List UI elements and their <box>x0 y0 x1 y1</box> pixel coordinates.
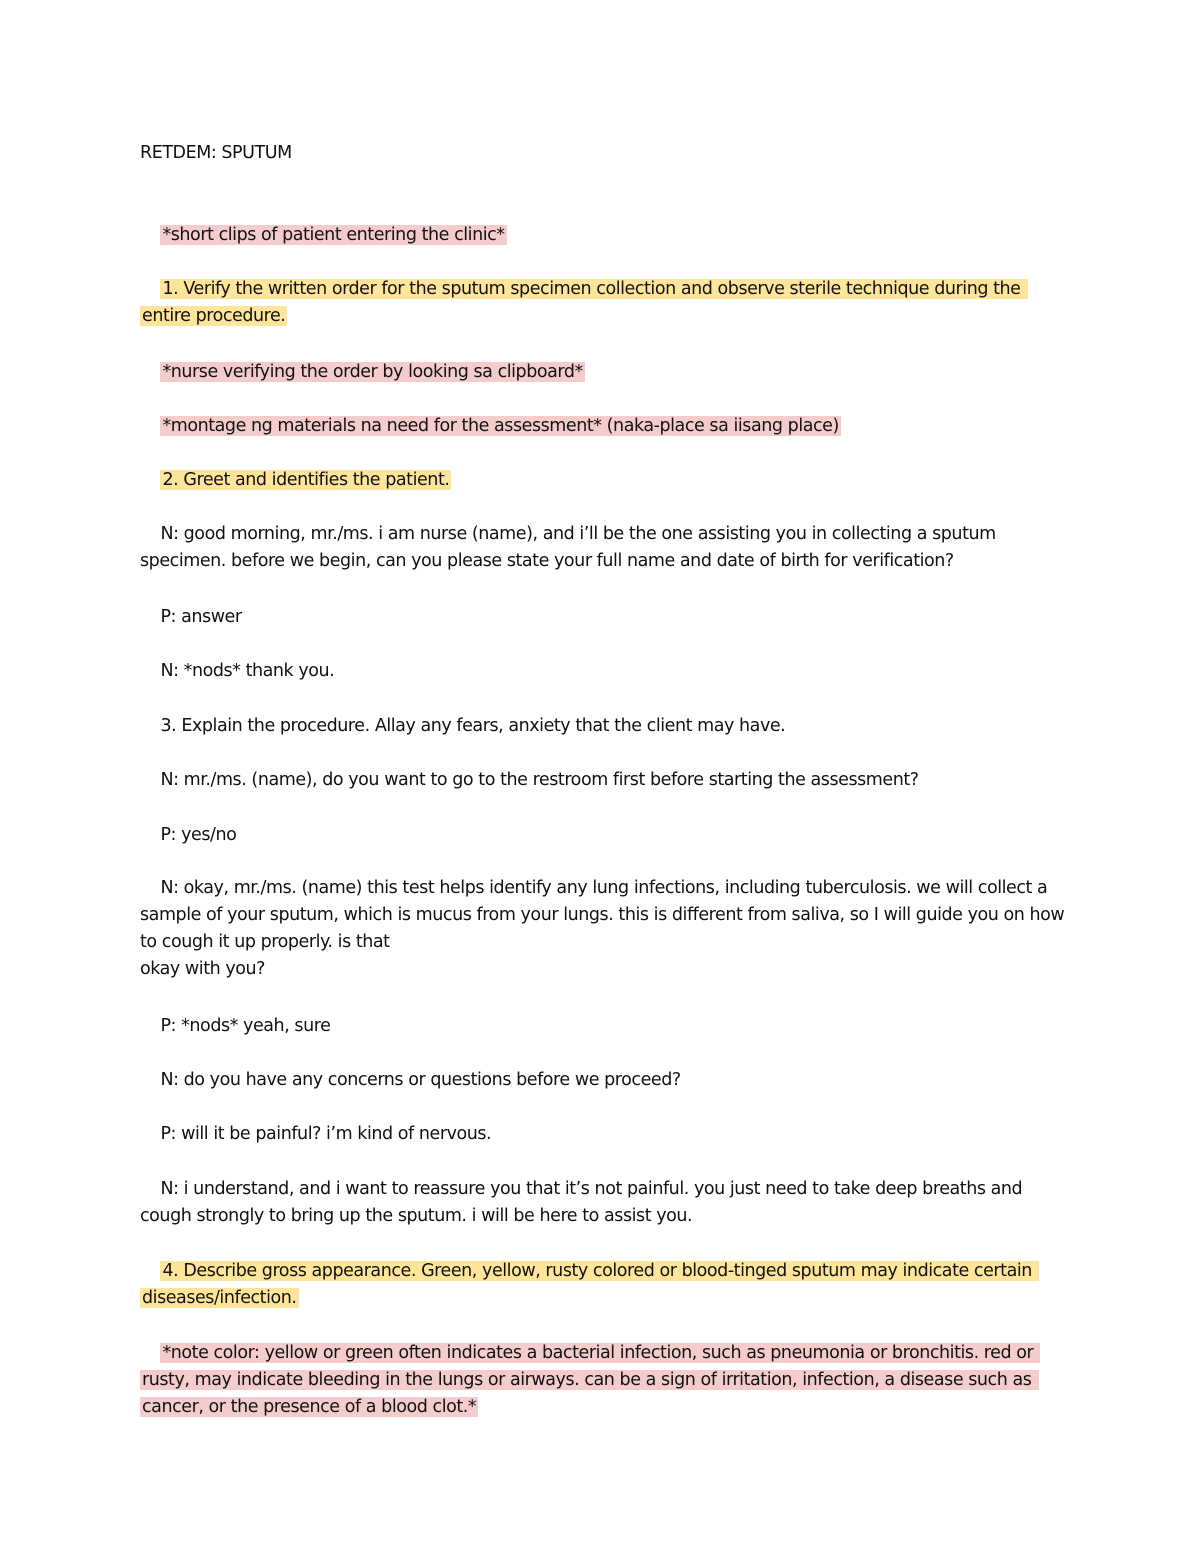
patient-dialogue: P: *nods* yeah, sure <box>160 1016 331 1036</box>
patient-dialogue: P: answer <box>160 607 242 627</box>
pink-highlight: *montage ng materials na need for the assessment* (naka-place sa iisang place) <box>162 416 839 436</box>
patient-dialogue: P: yes/no <box>160 825 237 845</box>
nurse-dialogue: N: okay, mr./ms. (name) this test helps identify any lung infections, including tuberculosis. we will collect a sample of your sputum, which is mucus from your lungs. this is different from saliva, so I will guide you on how to cough it up properly. is that okay with you? <box>140 878 1065 979</box>
nurse-dialogue: N: good morning, mr./ms. i am nurse (name), and i’ll be the one assisting you in collecting a sputum specimen. before we begin, can you please state your full name and date of birth for verification? <box>140 524 1001 571</box>
note-color <box>140 1313 1065 1448</box>
yellow-highlight: 1. Verify the written order for the sputum specimen collection and observe sterile technique during the entire procedure. <box>142 279 1026 326</box>
nurse-dialogue: N: *nods* thank you. <box>160 661 335 681</box>
patient-dialogue: P: will it be painful? i’m kind of nervous. <box>160 1124 492 1144</box>
nurse-dialogue: N: do you have any concerns or questions before we proceed? <box>160 1070 681 1090</box>
pink-highlight: *note color: yellow or green often indicates a bacterial infection, such as pneumonia or bronchitis. red or rusty, may indicate bleeding in the lungs or airways. can be a sign of irritation, infection, a disease such as cancer, or the presence of a blood clot.* <box>142 1343 1039 1417</box>
step-3: 3. Explain the procedure. Allay any fears, anxiety that the client may have. <box>160 716 786 736</box>
nurse-dialogue: N: i understand, and i want to reassure you that it’s not painful. you just need to take deep breaths and cough strongly to bring up the sputum. i will be here to assist you. <box>140 1179 1028 1226</box>
pink-highlight: *short clips of patient entering the clinic* <box>162 225 505 245</box>
document-title: RETDEM: SPUTUM <box>140 143 292 163</box>
yellow-highlight: 2. Greet and identifies the patient. <box>162 470 450 490</box>
pink-highlight: *nurse verifying the order by looking sa clipboard* <box>162 362 583 382</box>
nurse-dialogue: N: mr./ms. (name), do you want to go to the restroom first before starting the assessment? <box>160 770 919 790</box>
yellow-highlight: 4. Describe gross appearance. Green, yellow, rusty colored or blood-tinged sputum may indicate certain diseases/infection. <box>142 1261 1038 1308</box>
